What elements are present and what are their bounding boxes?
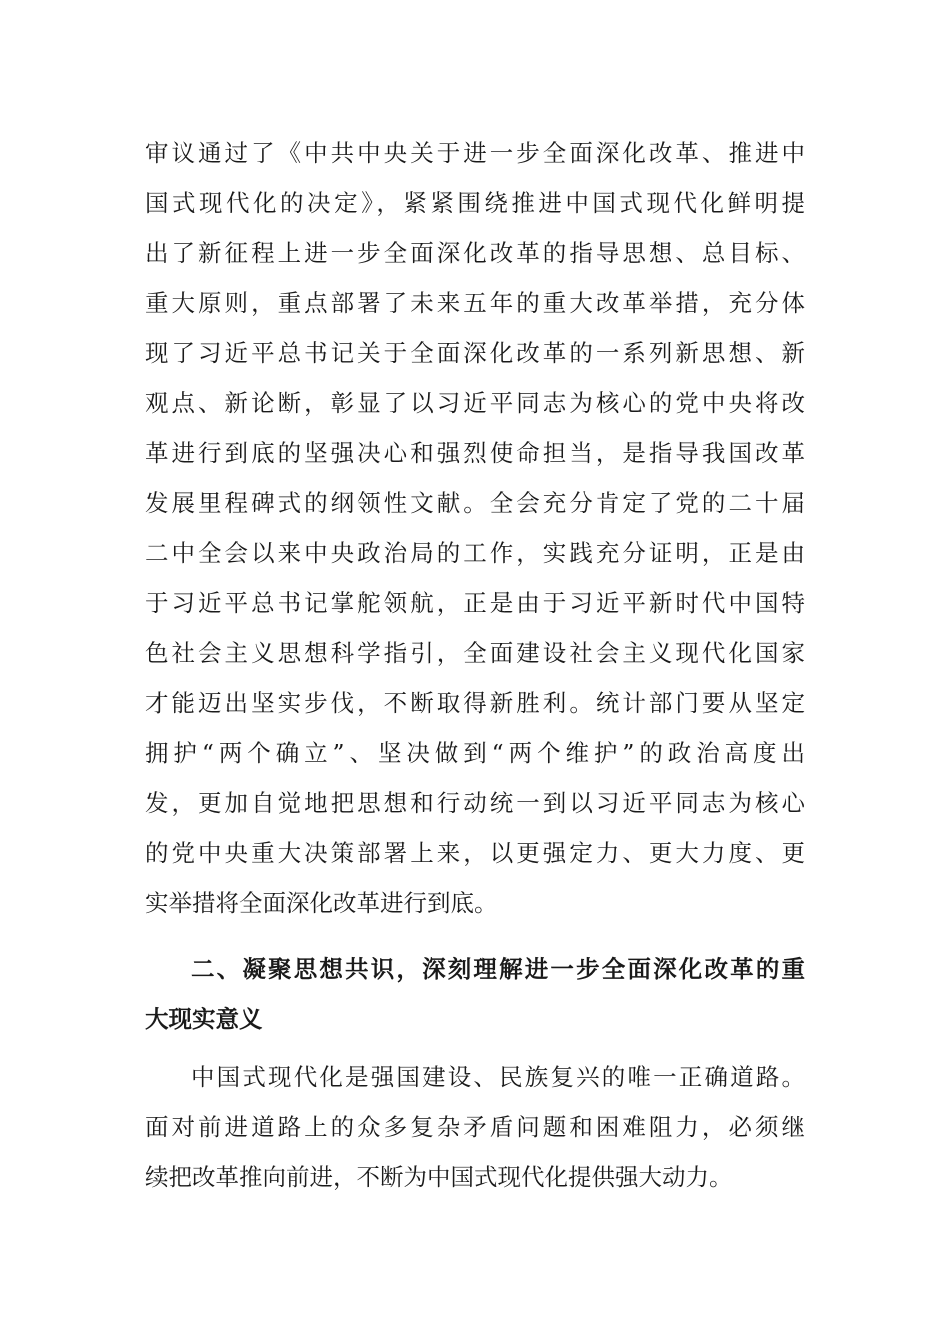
text-line: 拥护“两个确立”、坚决做到“两个维护”的政治高度出: [145, 739, 805, 767]
text-line: 色社会主义思想科学指引，全面建设社会主义现代化国家: [145, 639, 805, 667]
text-line: 中国式现代化是强国建设、民族复兴的唯一正确道路。: [191, 1063, 805, 1091]
text-line: 现了习近平总书记关于全面深化改革的一系列新思想、新: [145, 339, 805, 367]
text-line: 出了新征程上进一步全面深化改革的指导思想、总目标、: [145, 239, 805, 267]
body-paragraph-2: [145, 1052, 805, 1202]
text-line: 面对前进道路上的众多复杂矛盾问题和困难阻力，必须继: [145, 1113, 805, 1141]
paragraph-spacer: [145, 1044, 805, 1052]
heading-line: 二、凝聚思想共识，深刻理解进一步全面深化改革的重: [191, 955, 805, 983]
text-line: 革进行到底的坚强决心和强烈使命担当，是指导我国改革: [145, 439, 805, 467]
document-page: [145, 128, 805, 1202]
text-line: 才能迈出坚实步伐，不断取得新胜利。统计部门要从坚定: [145, 689, 805, 717]
heading-line: 大现实意义: [145, 1005, 263, 1033]
text-line: 于习近平总书记掌舵领航，正是由于习近平新时代中国特: [145, 589, 805, 617]
text-line: 发，更加自觉地把思想和行动统一到以习近平同志为核心: [145, 789, 805, 817]
text-line: 重大原则，重点部署了未来五年的重大改革举措，充分体: [145, 289, 805, 317]
text-line: 续把改革推向前进，不断为中国式现代化提供强大动力。: [145, 1163, 733, 1191]
text-line: 发展里程碑式的纲领性文献。全会充分肯定了党的二十届: [145, 489, 805, 517]
body-paragraph-1: [145, 128, 805, 928]
text-line: 的党中央重大决策部署上来，以更强定力、更大力度、更: [145, 839, 805, 867]
text-line: 审议通过了《中共中央关于进一步全面深化改革、推进中: [145, 139, 805, 167]
text-line: 国式现代化的决定》，紧紧围绕推进中国式现代化鲜明提: [145, 189, 805, 217]
text-line: 二中全会以来中央政治局的工作，实践充分证明，正是由: [145, 539, 805, 567]
text-line: 实举措将全面深化改革进行到底。: [145, 889, 498, 917]
section-heading-2: [145, 944, 805, 1044]
paragraph-spacer: [145, 928, 805, 944]
text-line: 观点、新论断，彰显了以习近平同志为核心的党中央将改: [145, 389, 805, 417]
